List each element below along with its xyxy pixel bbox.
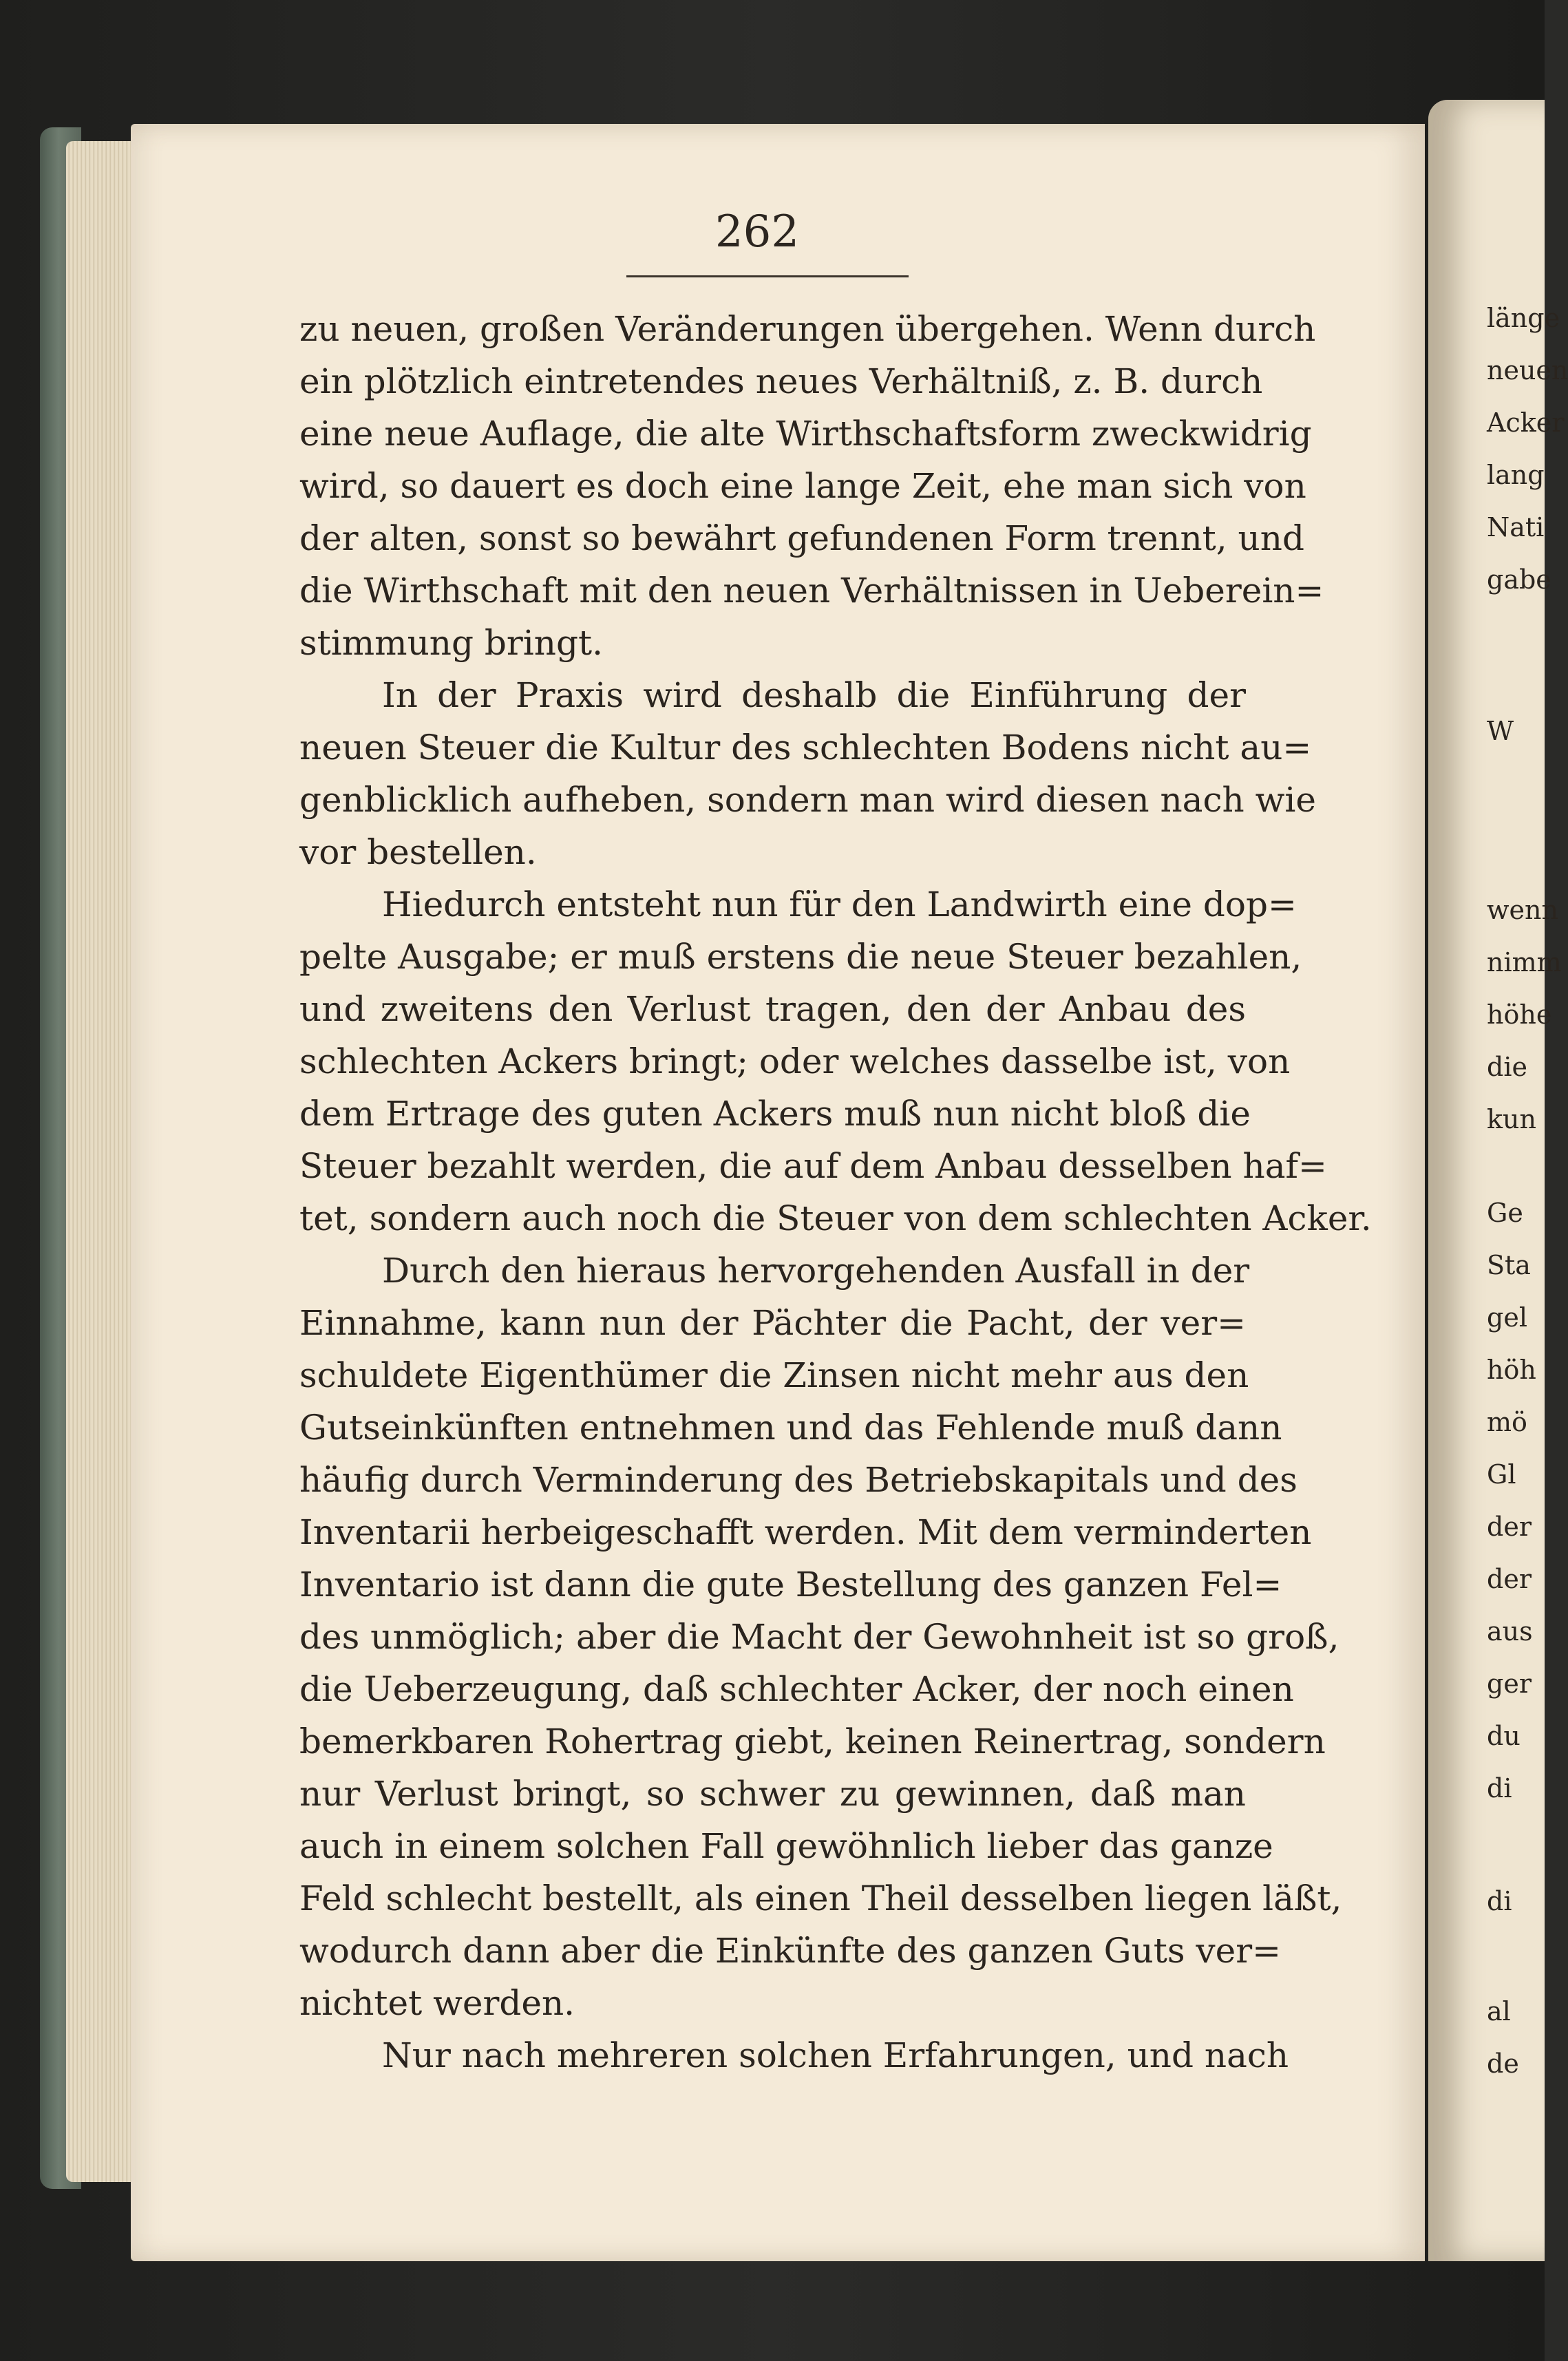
fragment: Acker — [1487, 407, 1565, 438]
text-line: häufig durch Verminderung des Betriebskapitals und des — [299, 1460, 1297, 1500]
fragment: nimm — [1487, 947, 1562, 977]
text-line: Feld schlecht bestellt, als einen Theil desselben liegen läßt, — [299, 1878, 1342, 1918]
fragment: Gl — [1487, 1459, 1516, 1490]
text-line: zu neuen, großen Veränderungen übergehen. Wenn durch — [299, 309, 1316, 349]
fragment: die — [1487, 1052, 1527, 1082]
fragment: länge — [1487, 303, 1560, 333]
fragment: aus — [1487, 1616, 1533, 1647]
fragment: lang — [1487, 460, 1545, 490]
fragment: der — [1487, 1564, 1532, 1594]
text-line: Inventarii herbeigeschafft werden. Mit dem verminderten — [299, 1512, 1312, 1552]
fragment: Ge — [1487, 1198, 1523, 1228]
text-line: Inventario ist dann die gute Bestellung des ganzen Fel= — [299, 1565, 1282, 1605]
fragment: di — [1487, 1886, 1512, 1916]
text-line: tet, sondern auch noch die Steuer von dem schlechten Acker. — [299, 1198, 1372, 1238]
page-number: 262 — [714, 207, 800, 257]
text-line: bemerkbaren Rohertrag giebt, keinen Reinertrag, sondern — [299, 1722, 1326, 1761]
fragment: di — [1487, 1773, 1512, 1803]
fragment: höh — [1487, 1355, 1536, 1385]
text-line: vor bestellen. — [299, 832, 537, 872]
text-line: Nur nach mehreren solchen Erfahrungen, und nach — [382, 2035, 1289, 2075]
text-line: Einnahme, kann nun der Pächter die Pacht, der ver= — [299, 1303, 1246, 1343]
text-line: die Ueberzeugung, daß schlechter Acker, der noch einen — [299, 1669, 1294, 1709]
fragment: gabe — [1487, 564, 1551, 595]
text-line: In der Praxis wird deshalb die Einführung der — [382, 675, 1246, 715]
text-line: wodurch dann aber die Einkünfte des ganzen Guts ver= — [299, 1931, 1282, 1971]
text-line: schlechten Ackers bringt; oder welches dasselbe ist, von — [299, 1041, 1291, 1081]
fragment: de — [1487, 2048, 1519, 2079]
text-line: des unmöglich; aber die Macht der Gewohnheit ist so groß, — [299, 1617, 1339, 1657]
text-line: eine neue Auflage, die alte Wirthschaftsform zweckwidrig — [299, 414, 1312, 454]
text-line: Gutseinkünften entnehmen und das Fehlende muß dann — [299, 1408, 1282, 1448]
text-line: Durch den hieraus hervorgehenden Ausfall in der — [382, 1251, 1250, 1291]
text-line: und zweitens den Verlust tragen, den der Anbau des — [299, 989, 1246, 1029]
fragment: der — [1487, 1512, 1532, 1542]
fragment: neuen — [1487, 355, 1568, 385]
text-line: Hiedurch entsteht nun für den Landwirth eine dop= — [382, 885, 1297, 924]
fragment: W — [1487, 716, 1514, 746]
text-line: genblicklich aufheben, sondern man wird diesen nach wie — [299, 780, 1316, 820]
text-line: wird, so dauert es doch eine lange Zeit, ehe man sich von — [299, 466, 1306, 506]
fragment: wenn — [1487, 895, 1558, 925]
fragment: du — [1487, 1721, 1521, 1751]
text-line: nur Verlust bringt, so schwer zu gewinnen, daß man — [299, 1774, 1246, 1814]
text-line: pelte Ausgabe; er muß erstens die neue Steuer bezahlen, — [299, 937, 1302, 977]
text-line: die Wirthschaft mit den neuen Verhältnissen in Ueberein= — [299, 571, 1324, 611]
body-text — [299, 303, 1372, 2082]
text-line: der alten, sonst so bewährt gefundenen Form trennt, und — [299, 518, 1304, 558]
fragment: al — [1487, 1996, 1511, 2026]
text-line: dem Ertrage des guten Ackers muß nun nicht bloß die — [299, 1094, 1251, 1134]
text-line: auch in einem solchen Fall gewöhnlich lieber das ganze — [299, 1826, 1273, 1866]
text-line: Steuer bezahlt werden, die auf dem Anbau desselben haf= — [299, 1146, 1327, 1186]
fragment: gel — [1487, 1302, 1527, 1333]
fragment: Nati — [1487, 512, 1545, 542]
text-line: neuen Steuer die Kultur des schlechten Bodens nicht au= — [299, 728, 1312, 767]
text-line: stimmung bringt. — [299, 623, 603, 663]
fragment: Sta — [1487, 1250, 1531, 1280]
header-rule — [626, 275, 909, 277]
text-line: ein plötzlich eintretendes neues Verhältniß, z. B. durch — [299, 361, 1263, 401]
text-line: nichtet werden. — [299, 1983, 575, 2023]
fragment: ger — [1487, 1669, 1532, 1699]
fragment: höhe — [1487, 999, 1552, 1030]
text-line: schuldete Eigenthümer die Zinsen nicht mehr aus den — [299, 1355, 1249, 1395]
fragment: kun — [1487, 1104, 1536, 1134]
fragment: mö — [1487, 1407, 1527, 1437]
